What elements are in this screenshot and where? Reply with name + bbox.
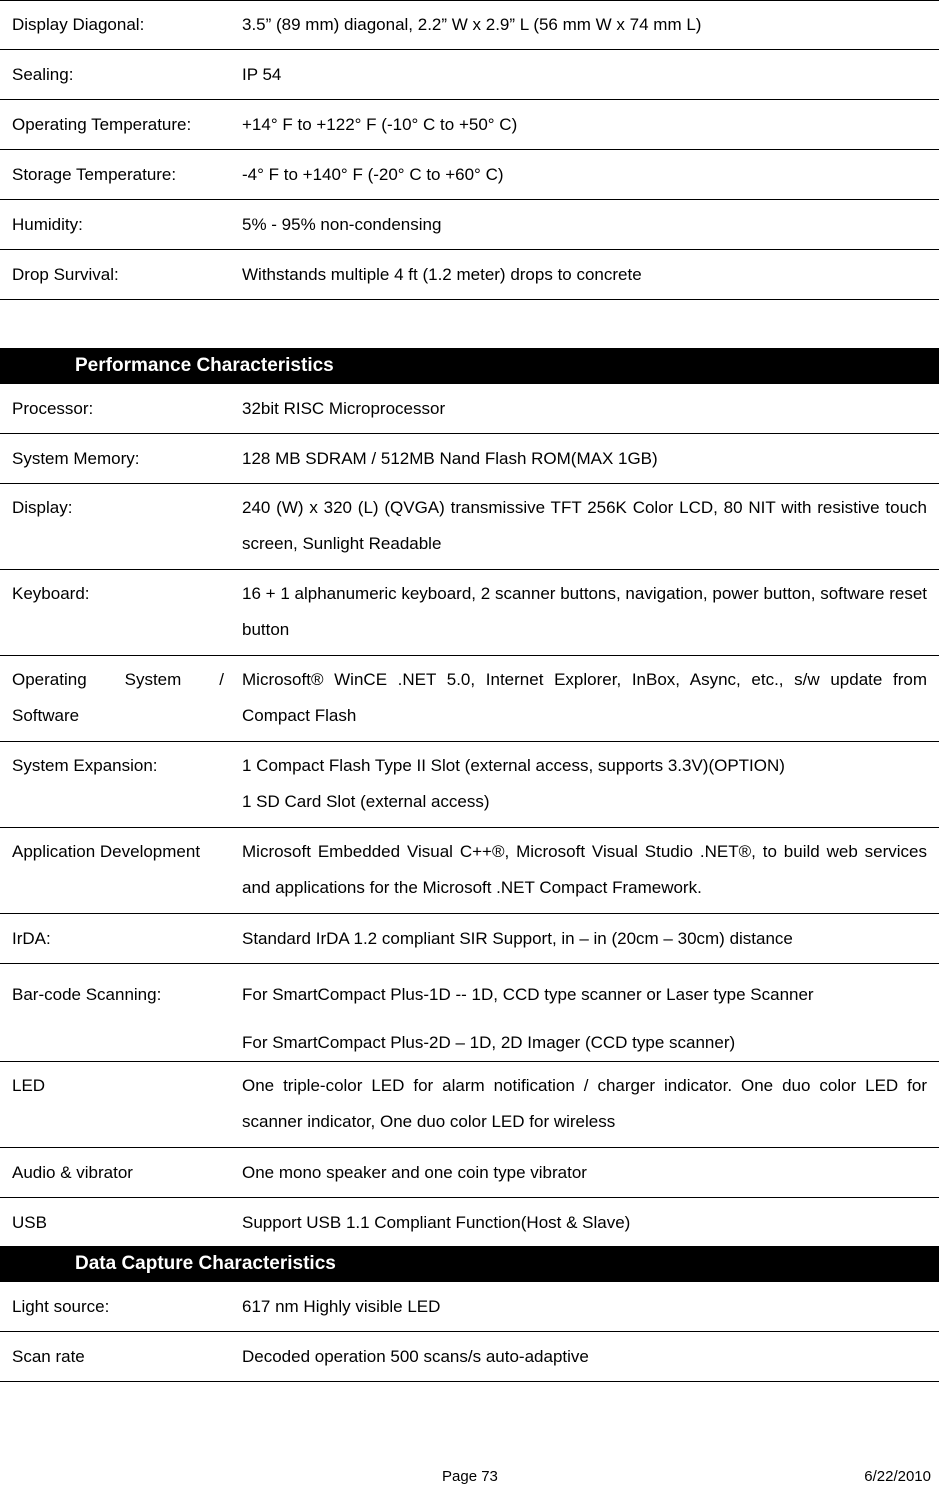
spec-value: 5% - 95% non-condensing [242,214,442,234]
spec-label: System Memory: [12,448,140,468]
spec-row-irda [0,914,939,964]
spec-row-humidity [0,200,939,250]
spec-value: Decoded operation 500 scans/s auto-adaptive [242,1346,589,1366]
spec-label: Sealing: [12,64,74,84]
spec-row-processor [0,384,939,434]
spec-value: 128 MB SDRAM / 512MB Nand Flash ROM(MAX 1GB) [242,448,658,468]
spec-label: Operating Temperature: [12,114,192,134]
spec-label: Keyboard: [12,584,90,603]
performance-table [0,384,939,1248]
spec-label: LED [12,1076,46,1095]
spec-label: Scan rate [12,1346,85,1366]
spec-row-scan-rate [0,1332,939,1382]
spec-row-storage-temperature [0,150,939,200]
spec-row-keyboard [0,570,939,656]
spec-row-usb [0,1198,939,1248]
spec-value: 32bit RISC Microprocessor [242,398,446,418]
data-capture-table [0,1282,939,1382]
spec-value: -4° F to +140° F (-20° C to +60° C) [242,164,504,184]
spec-row-barcode-scanning [0,964,939,1062]
spec-value: 16 + 1 alphanumeric keyboard, 2 scanner buttons, navigation, power button, software reset button [242,584,927,639]
spec-label: Drop Survival: [12,264,119,284]
spec-label: Display Diagonal: [12,15,145,34]
spec-value: 3.5” (89 mm) diagonal, 2.2” W x 2.9” L (56 mm W x 74 mm L) [242,15,702,34]
spec-value [242,748,927,820]
spec-label: Operating System / Software [12,670,224,725]
spec-row-light-source [0,1282,939,1332]
spec-value: Support USB 1.1 Compliant Function(Host & Slave) [242,1213,631,1232]
spec-label: Display: [12,498,73,517]
spec-label: Audio & vibrator [12,1162,133,1182]
spec-label: IrDA: [12,928,51,948]
page-number: Page 73 [442,1468,498,1485]
spec-value: One triple-color LED for alarm notification / charger indicator. One duo color LED for scanner indicator, One duo color LED for wireless [242,1076,927,1131]
spec-value: Microsoft Embedded Visual C++®, Microsoft Visual Studio .NET®, to build web services and applications for the Microsoft .NET Compact Framework. [242,842,927,897]
section-header-performance: Performance Characteristics [0,348,939,384]
spec-row-system-expansion [0,742,939,828]
spec-value-line: For SmartCompact Plus-2D – 1D, 2D Imager (CCD type scanner) [242,1033,736,1052]
spec-label: System Expansion: [12,756,158,775]
spec-row-display-diagonal [0,1,939,50]
spec-label: USB [12,1213,47,1232]
spec-row-led [0,1062,939,1148]
environmental-table [0,0,939,300]
spec-value-line: For SmartCompact Plus-1D -- 1D, CCD type scanner or Laser type Scanner [242,985,814,1004]
spec-label: Application Development [12,842,201,861]
spec-row-operating-temperature [0,100,939,150]
spec-row-system-memory [0,434,939,484]
spec-value: 617 nm Highly visible LED [242,1296,441,1316]
spec-value: 240 (W) x 320 (L) (QVGA) transmissive TFT 256K Color LCD, 80 NIT with resistive touch screen, Sunlight Readable [242,498,927,553]
spec-row-audio-vibrator [0,1148,939,1198]
spec-value-line: 1 Compact Flash Type II Slot (external access, supports 3.3V)(OPTION) [242,756,785,775]
spec-label: Storage Temperature: [12,164,177,184]
spec-label: Humidity: [12,214,83,234]
spec-row-drop-survival [0,250,939,300]
spec-label: Processor: [12,398,94,418]
spec-row-operating-system [0,656,939,742]
spec-row-display [0,484,939,570]
spec-row-application-development [0,828,939,914]
spec-value: IP 54 [242,64,282,84]
spec-value: Standard IrDA 1.2 compliant SIR Support, in – in (20cm – 30cm) distance [242,928,793,948]
spec-label: Light source: [12,1296,110,1316]
spec-value: Withstands multiple 4 ft (1.2 meter) drops to concrete [242,264,642,284]
section-header-data-capture: Data Capture Characteristics [0,1246,939,1282]
footer-date: 6/22/2010 [864,1468,931,1485]
spec-value [242,984,927,1054]
spec-value: One mono speaker and one coin type vibrator [242,1162,587,1182]
spec-value-line: 1 SD Card Slot (external access) [242,792,490,811]
spec-label: Bar-code Scanning: [12,985,162,1004]
spec-row-sealing [0,50,939,100]
spec-value: Microsoft® WinCE .NET 5.0, Internet Explorer, InBox, Async, etc., s/w update from Compact Flash [242,670,927,725]
spec-value: +14° F to +122° F (-10° C to +50° C) [242,114,518,134]
